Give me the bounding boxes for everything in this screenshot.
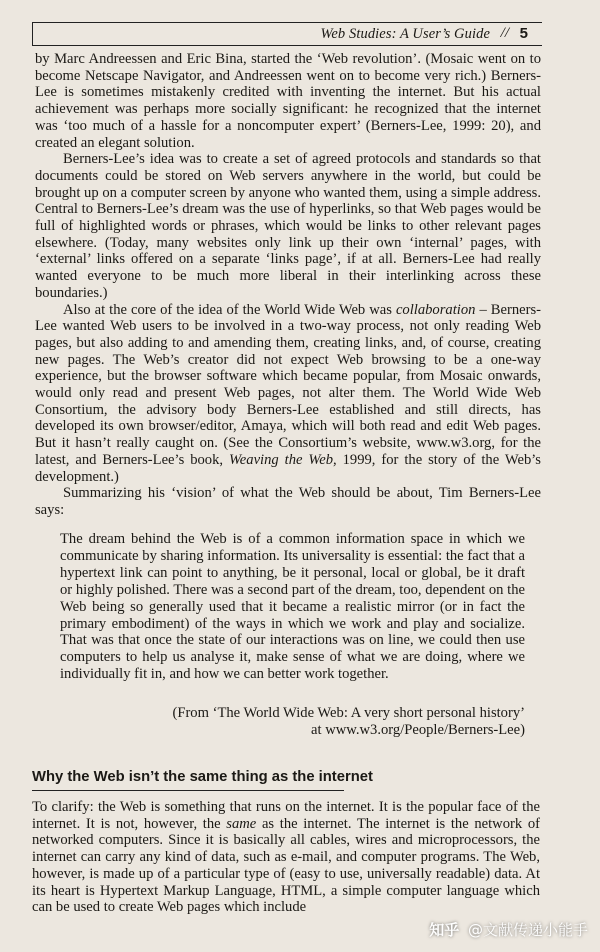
paragraph-3 bbox=[35, 302, 541, 486]
section-heading: Why the Web isn’t the same thing as the internet bbox=[32, 769, 373, 785]
section-paragraph-part-2: as the internet. The internet is the network of networked computers. Since it is basically all cables, wires and microprocessors, the internet can carry any kind of data, such as e-mail, and computer programs. The Web, however, is made up of a particular type of (easy to use, universally readable) data. At its heart is Hypertext Markup Language, HTML, a simple computer language which can be used to create Web pages which include bbox=[32, 815, 540, 916]
quote-attribution bbox=[105, 705, 525, 739]
section-body bbox=[32, 799, 540, 916]
block-quote bbox=[60, 531, 525, 683]
section-paragraph-emphasis-same: same bbox=[226, 815, 257, 832]
block-quote-text: The dream behind the Web is of a common information space in which we communicate by sharing information. Its universality is essential: the fact that a hypertext link can point to anything, be it personal, local or global, be it draft or highly polished. There was a second part of the dream, too, dependent on the Web being so generally used that it became a realistic mirror (or in fact the primary embodiment) of the ways in which we work and play and socialize. That was that once the state of our interactions was on line, we could then use computers to help us analyse it, make sense of what we are doing, where we individually fit in, and how we can better work together. bbox=[60, 531, 525, 683]
paragraph-3-part-3: , 1999, for the story of the Web’s development.) bbox=[35, 451, 541, 485]
running-header-separator: // bbox=[500, 25, 509, 41]
watermark bbox=[429, 919, 588, 940]
paragraph-2: Berners-Lee’s idea was to create a set of agreed protocols and standards so that documents could be stored on Web servers anywhere in the world, but could be brought up on a computer screen by anyone who wanted them, using a simple address. Central to Berners-Lee’s dream was the use of hyperlinks, so that Web pages would be full of highlighted words or phrases, which would be links to other relevant pages elsewhere. (Today, many websites only link up their own ‘internal’ pages, with ‘external’ links offered on a separate ‘links page’, if at all. Berners-Lee had really wanted everyone to be much more liberal in their interlinking across these boundaries.) bbox=[35, 151, 541, 301]
paragraph-3-part-1: Also at the core of the idea of the World Wide Web was bbox=[63, 301, 396, 318]
running-header-title: Web Studies: A User’s Guide bbox=[320, 26, 490, 42]
section-paragraph-part-1: To clarify: the Web is something that runs on the internet. It is the popular face of the internet. It is not, however, the bbox=[32, 799, 540, 832]
paragraph-3-emphasis-collaboration: collaboration bbox=[395, 301, 476, 318]
body-text bbox=[35, 51, 541, 519]
section-heading-underline bbox=[32, 790, 344, 791]
paragraph-4: Summarizing his ‘vision’ of what the Web should be about, Tim Berners-Lee says: bbox=[35, 485, 541, 518]
page-number: 5 bbox=[519, 25, 528, 42]
section-paragraph bbox=[32, 799, 540, 916]
watermark-handle: @文献传递小能手 bbox=[467, 921, 588, 939]
watermark-site: 知乎 bbox=[429, 921, 460, 939]
paragraph-3-part-2: – Berners-Lee wanted Web users to be involved in a two-way process, not only reading Web pages, but also adding to and amending them, creating links, and, of course, creating new pages. The Web’s creator did not expect Web browsing to be a one-way experience, but the browser software which became popular, from Mosaic onwards, would only read and present Web pages, not alter them. The World Wide Web Consortium, the advisory body Berners-Lee established and still directs, has developed its own browser/editor, Amaya, which will both read and edit Web pages. But it hasn’t really caught on. (See the Consortium’s website, www.w3.org, for the latest, and Berners-Lee’s book, bbox=[35, 301, 541, 468]
paragraph-3-book-title: Weaving the Web bbox=[228, 451, 334, 468]
quote-attribution-line-1: (From ‘The World Wide Web: A very short personal history’ bbox=[172, 705, 525, 721]
quote-attribution-line-2: at www.w3.org/People/Berners-Lee) bbox=[311, 721, 525, 738]
paragraph-1: by Marc Andreessen and Eric Bina, started the ‘Web revolution’. (Mosaic went on to become Netscape Navigator, and Andreessen went on to become very rich.) Berners-Lee is sometimes mistakenly credited with inventing the internet. But his actual achievement was perhaps more socially significant: he recognized that the internet was ‘too much of a hassle for a noncomputer expert’ (Berners-Lee, 1999: 20), and created an elegant solution. bbox=[35, 51, 541, 151]
running-header bbox=[32, 22, 542, 46]
